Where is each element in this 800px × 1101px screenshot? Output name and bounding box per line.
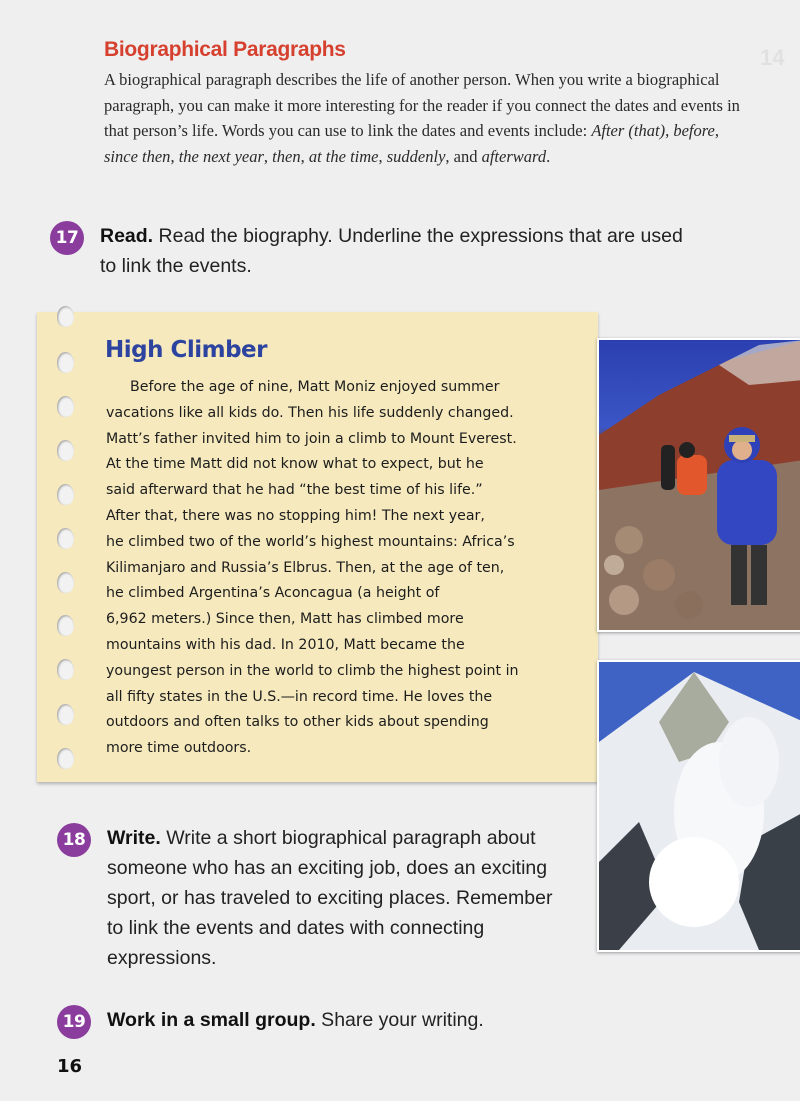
story-line: he climbed two of the world’s highest mountains: Africa’s [106,533,515,550]
linking-word: suddenly [386,146,446,166]
story-line: more time outdoors. [106,740,252,757]
story-body [106,375,576,762]
bleed-through-text: 14 [760,45,785,70]
activity-instructions: Work in a small group. Share your writing. [107,1009,484,1031]
story-line: Before the age of nine, Matt Moniz enjoyed summer [130,379,500,395]
linking-word: the next year [178,146,264,166]
activity-number-badge: 17 [50,221,84,255]
binder-hole [57,704,74,725]
story-line: outdoors and often talks to other kids about spending [106,714,489,731]
notebook-paper-story [37,312,598,782]
binder-hole [57,396,74,417]
story-line: vacations like all kids do. Then his life suddenly changed. [106,404,514,421]
activity-instructions: Read. Read the biography. Underline the expressions that are used to link the events. [100,225,683,277]
binder-hole [57,484,74,505]
activity-number-badge: 18 [57,823,91,857]
binder-hole [57,306,74,327]
activity-17 [50,221,700,281]
section-heading: Biographical Paragraphs [104,38,346,61]
binder-hole [57,440,74,461]
story-line: 6,962 meters.) Since then, Matt has climbed more [106,611,464,628]
story-line: said afterward that he had “the best time of his life.” [106,482,483,499]
linking-word: at the time [308,146,379,166]
binder-hole [57,615,74,636]
avalanche-photo-art [599,662,800,950]
binder-hole [57,572,74,593]
avalanche-photo [597,660,800,952]
story-title: High Climber [105,337,267,363]
story-line: all fifty states in the U.S.—in record time. He loves the [106,688,493,705]
activity-19 [57,1005,577,1039]
story-line: Kilimanjaro and Russia’s Elbrus. Then, at the age of ten, [106,559,505,576]
story-line: After that, there was no stopping him! The next year, [106,507,485,524]
binder-hole [57,528,74,549]
binder-hole [57,659,74,680]
section-body: A biographical paragraph describes the life of another person. When you write a biographical paragraph, you can make it more interesting for the reader if you connect the dates and events in that person’s life. Words you can use to link the dates and events include: After (that), before, since then, the next year, then, at the time, suddenly, and afterward. [104,70,740,166]
linking-word: then [272,146,301,166]
story-line: youngest person in the world to climb the highest point in [106,662,519,679]
binder-hole [57,748,74,769]
linking-word: afterward [481,146,547,166]
linking-word: After (that) [591,121,666,140]
activity-18 [57,823,557,973]
story-line: mountains with his dad. In 2010, Matt became the [106,636,465,653]
story-line: he climbed Argentina’s Aconcagua (a height of [106,585,440,602]
story-line: Matt’s father invited him to join a climb to Mount Everest. [106,430,517,447]
climbers-photo-art [599,340,800,630]
climbers-photo [597,338,800,632]
activity-instructions: Write. Write a short biographical paragraph about someone who has an exciting job, does an exciting sport, or has traveled to exciting places. Remember to link the events and dates with connecting expressions. [107,827,553,969]
activity-number-badge: 19 [57,1005,91,1039]
story-line: At the time Matt did not know what to expect, but he [106,456,484,473]
binder-hole [57,352,74,373]
linking-word: since then [104,146,171,166]
page-number: 16 [57,1056,83,1077]
linking-word: before [673,121,715,140]
